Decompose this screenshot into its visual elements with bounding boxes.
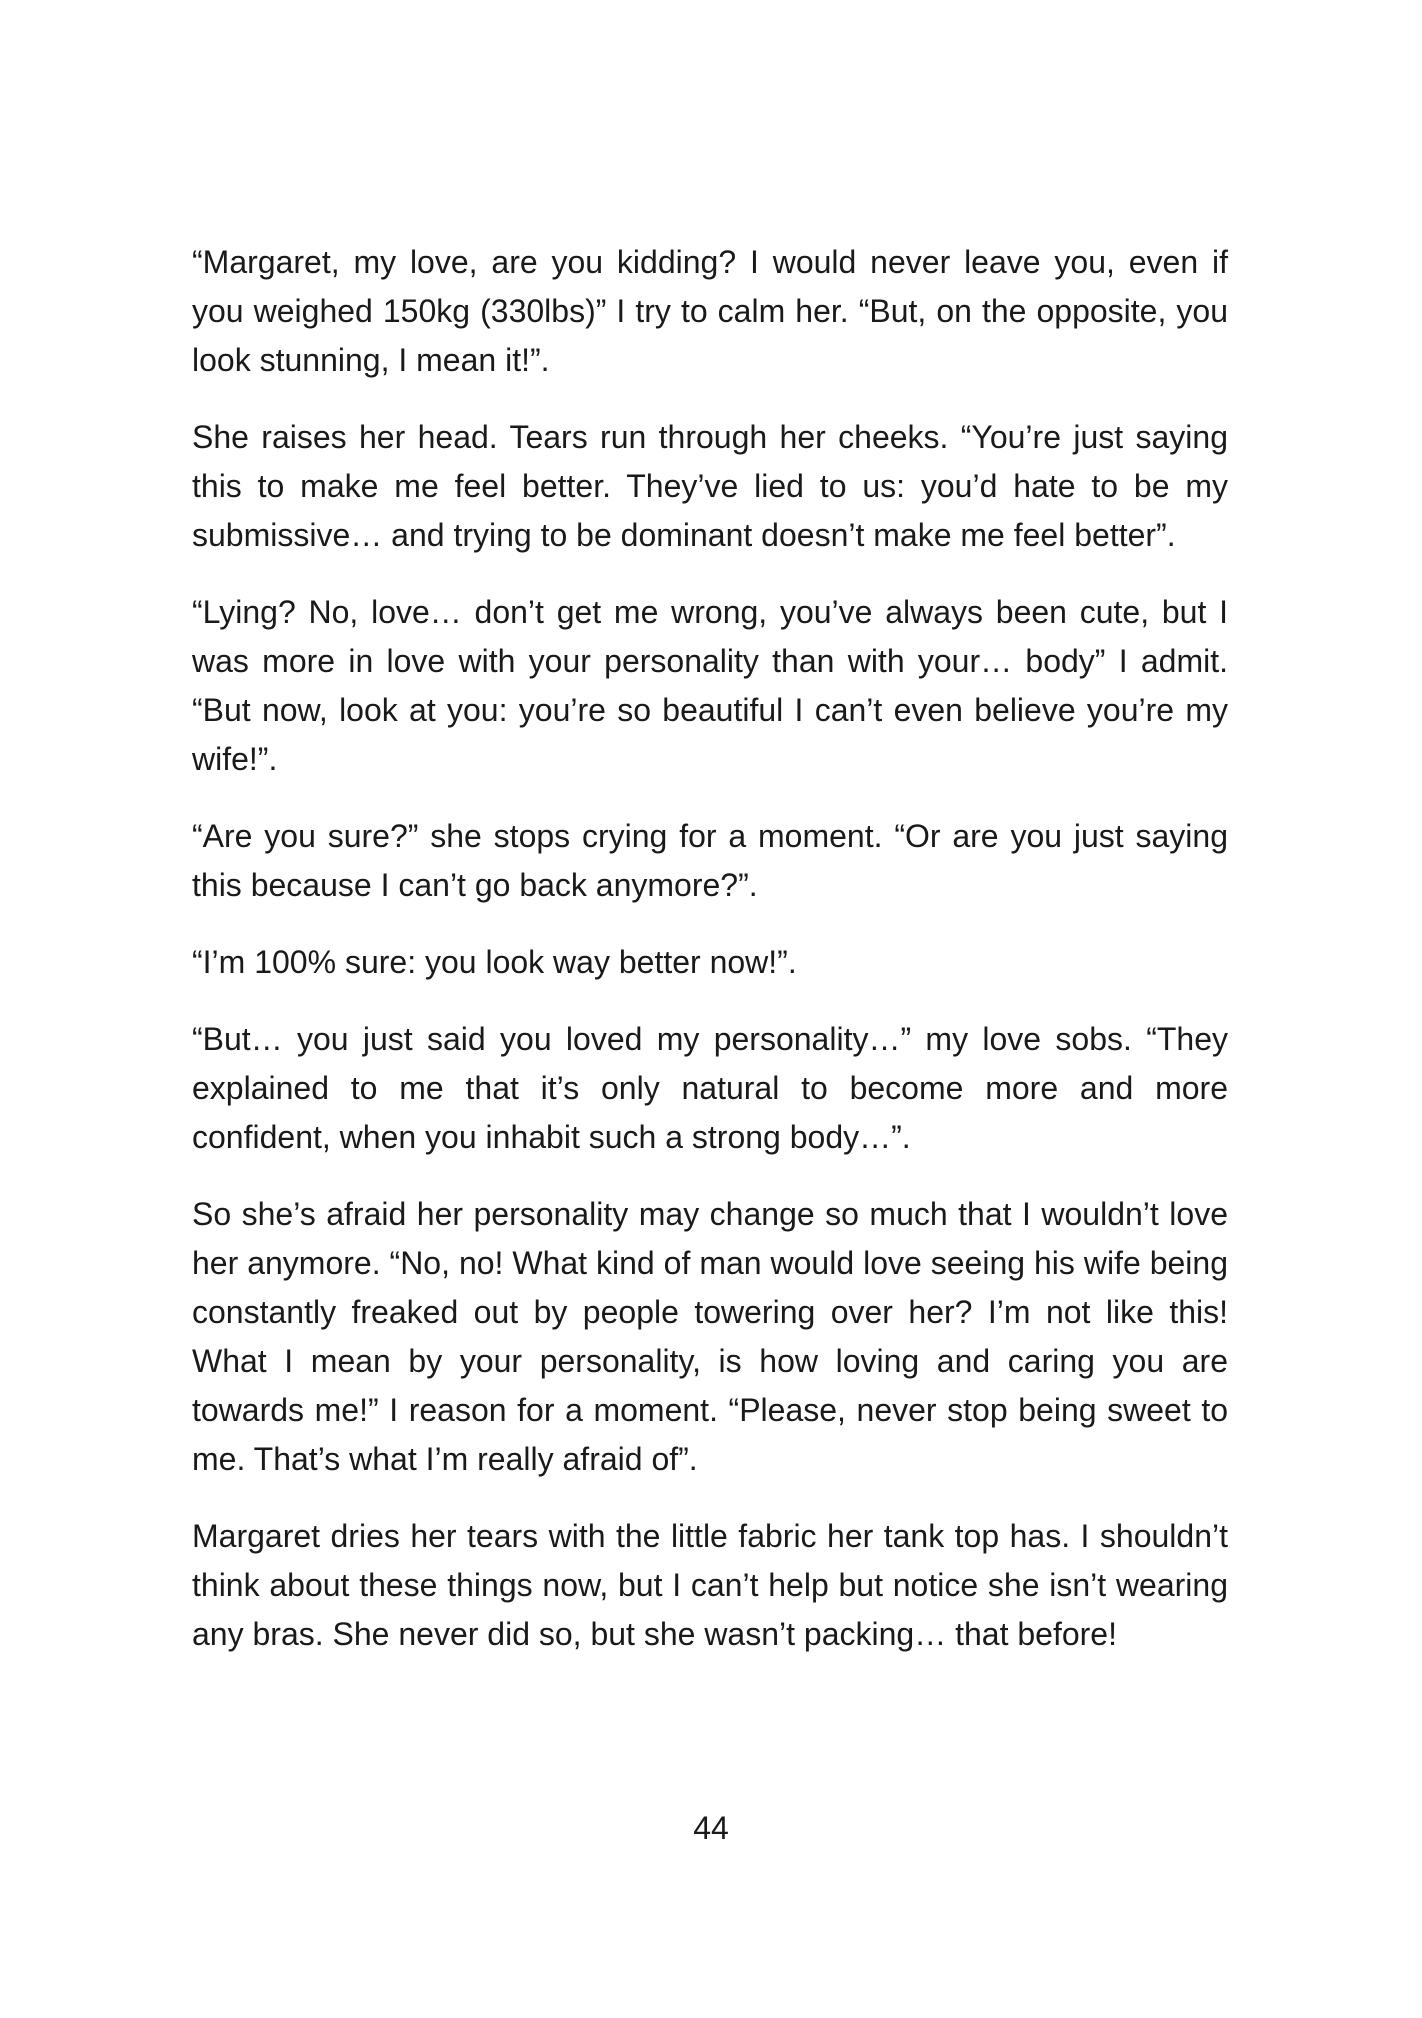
- paragraph-5: “I’m 100% sure: you look way better now!”.: [192, 944, 797, 980]
- paragraph-8: Margaret dries her tears with the little fabric her tank top has. I shouldn’t think about these things now, but I can’t help but notice she isn’t wearing any bras. She never did so, but she wasn’t packing… that before!: [192, 1518, 1228, 1652]
- paragraph-2: She raises her head. Tears run through her cheeks. “You’re just saying this to make me feel better. They’ve lied to us: you’d hate to be my submissive… and trying to be dominant doesn’t make me feel better”.: [192, 419, 1228, 553]
- paragraph-4: “Are you sure?” she stops crying for a moment. “Or are you just saying this because I can’t go back anymore?”.: [192, 818, 1228, 903]
- paragraph-3: “Lying? No, love… don’t get me wrong, you’ve always been cute, but I was more in love with your personality than with your… body” I admit. “But now, look at you: you’re so beautiful I can’t even believe you’re my wife!”.: [192, 594, 1228, 777]
- paragraph-6: “But… you just said you loved my personality…” my love sobs. “They explained to me that it’s only natural to become more and more confident, when you inhabit such a strong body…”.: [192, 1021, 1228, 1155]
- paragraph-7: So she’s afraid her personality may change so much that I wouldn’t love her anymore. “No, no! What kind of man would love seeing his wife being constantly freaked out by people towering over her? I’m not like this! What I mean by your personality, is how loving and caring you are towards me!” I reason for a moment. “Please, never stop being sweet to me. That’s what I’m really afraid of”.: [192, 1196, 1228, 1477]
- body-text: [192, 238, 1228, 1687]
- page-number: 44: [693, 1810, 729, 1846]
- paragraph-1: “Margaret, my love, are you kidding? I would never leave you, even if you weighed 150kg (330lbs)” I try to calm her. “But, on the opposite, you look stunning, I mean it!”.: [192, 244, 1228, 378]
